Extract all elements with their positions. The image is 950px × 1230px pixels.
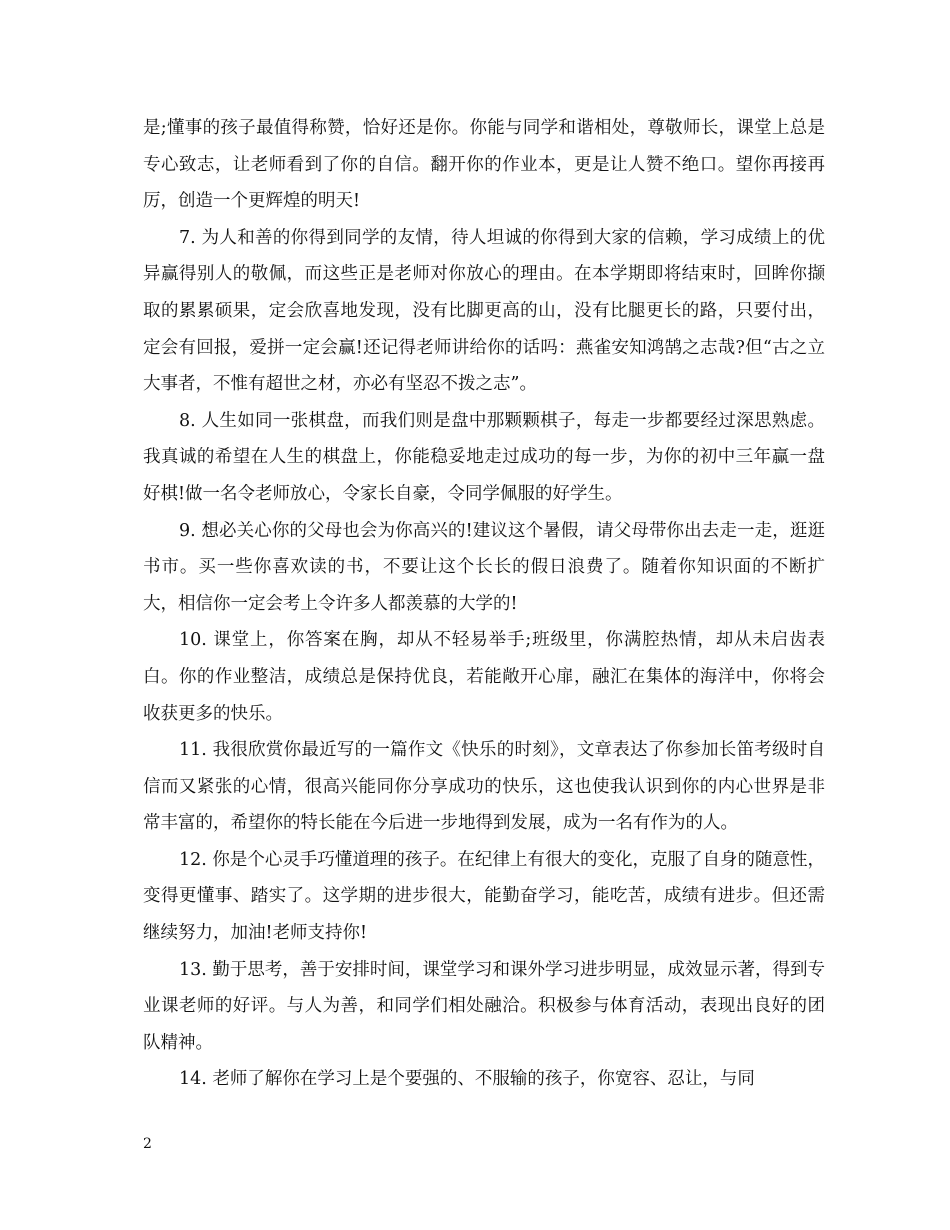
paragraph-12: 12. 你是个心灵手巧懂道理的孩子。在纪律上有很大的变化，克服了自身的随意性，变得更懂事、踏实了。这学期的进步很大，能勤奋学习，能吃苦，成绩有进步。但还需继续努力，加油!老师支持你! <box>143 849 825 944</box>
page-number: 2 <box>143 1136 152 1152</box>
paragraph-13: 13. 勤于思考，善于安排时间，课堂学习和课外学习进步明显，成效显示著，得到专业课老师的好评。与人为善，和同学们相处融洽。积极参与体育活动，表现出良好的团队精神。 <box>143 959 825 1053</box>
paragraph-10: 10. 课堂上，你答案在胸，却从不轻易举手;班级里，你满腔热情，却从未启齿表白。你的作业整洁，成绩总是保持优良，若能敞开心扉，融汇在集体的海洋中，你将会收获更多的快乐。 <box>143 630 825 724</box>
document-body <box>143 110 825 1098</box>
paragraph-11: 11. 我很欣赏你最近写的一篇作文《快乐的时刻》，文章表达了你参加长笛考级时自信而又紧张的心情，很高兴能同你分享成功的快乐，这也使我认识到你的内心世界是非常丰富的，希望你的特长能在今后进一步地得到发展，成为一名有作为的人。 <box>143 740 825 834</box>
paragraph-9: 9. 想必关心你的父母也会为你高兴的!建议这个暑假，请父母带你出去走一走，逛逛书市。买一些你喜欢读的书，不要让这个长长的假日浪费了。随着你知识面的不断扩大，相信你一定会考上令许多人都羡慕的大学的! <box>143 520 825 614</box>
paragraph-7: 7. 为人和善的你得到同学的友情，待人坦诚的你得到大家的信赖，学习成绩上的优异赢得别人的敬佩，而这些正是老师对你放心的理由。在本学期即将结束时，回眸你撷取的累累硕果，定会欣喜地发现，没有比脚更高的山，没有比腿更长的路，只要付出，定会有回报，爱拼一定会赢!还记得老师讲给你的话吗：燕雀安知鸿鹄之志哉?但“古之立大事者，不惟有超世之材，亦必有坚忍不拨之志”。 <box>143 227 825 395</box>
paragraph-14: 14. 老师了解你在学习上是个要强的、不服输的孩子，你宽容、忍让，与同 <box>179 1069 755 1090</box>
paragraph-8: 8. 人生如同一张棋盘，而我们则是盘中那颗颗棋子，每走一步都要经过深思熟虑。我真诚的希望在人生的棋盘上，你能稳妥地走过成功的每一步，为你的初中三年赢一盘好棋!做一名令老师放心，令家长自豪，令同学佩服的好学生。 <box>143 410 825 504</box>
paragraph-continuation: 是;懂事的孩子最值得称赞，恰好还是你。你能与同学和谐相处，尊敬师长，课堂上总是专心致志，让老师看到了你的自信。翻开你的作业本，更是让人赞不绝口。望你再接再厉，创造一个更辉煌的明天! <box>143 118 825 212</box>
